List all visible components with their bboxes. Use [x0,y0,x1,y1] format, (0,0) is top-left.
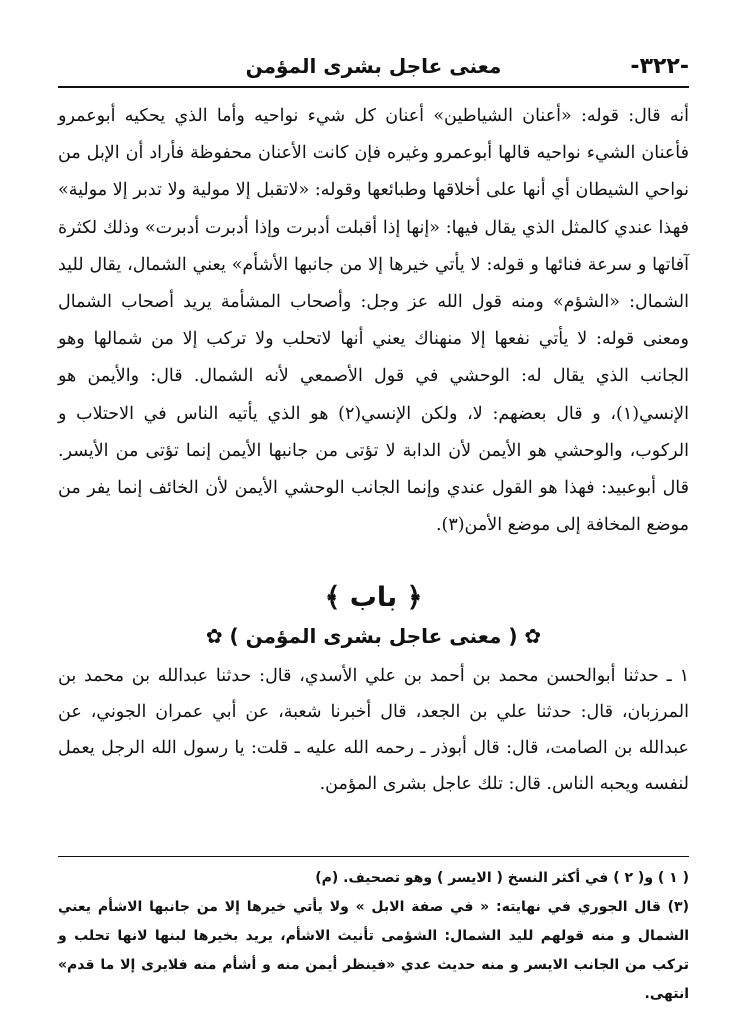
section-heading: ﴿ باب ﴾ [324,582,423,613]
hadith-text [58,658,689,802]
footnote: ( ١ ) و( ٢ ) في أكثر النسخ ( الايسر ) وهو تصحيف. (م) [315,870,689,886]
running-title: معنى عاجل بشرى المؤمن [245,54,502,78]
page-number: -٣٢٢- [630,54,689,79]
hadith-paragraph: ١ ـ حدثنا أبوالحسن محمد بن أحمد بن علي الأسدي، قال: حدثنا عبدالله بن محمد بن المرزبان، قال: حدثنا علي بن الجعد، قال أخبرنا شعبة، عن أبي عمران الجوني، عن عبدالله بن الصامت، قال: قال أبوذر ـ رحمه الله عليه ـ قلت: يا رسول الله الرجل يعمل لنفسه ويحبه الناس. قال: تلك عاجل بشرى المؤمن. [58,666,689,794]
footnote: (٣) قال الجوري في نهايته: « في صفة الابل » ولا يأتي خيرها إلا من جانبها الاشأم يعني الشمال و منه قولهم لليد الشمال: الشؤمى تأنيث الاشأم، يريد بخيرها لبنها لانها تحلب و تركب من الجانب الايسر و منه حديث عدي «فينظر أيمن منه و أشأم منه فلايرى إلا ما قدم» انتهى. [58,899,689,1002]
footnotes [58,864,689,1009]
main-text [58,98,689,544]
footnote-divider [58,856,689,857]
chapter-title: ✿ ( معنى عاجل بشرى المؤمن ) ✿ [205,624,542,648]
paragraph: أنه قال: قوله: «أعنان الشياطين» أعنان كل شيء نواحيه وأما الذي يحكيه أبوعمرو فأعنان الشيء نواحيه قالها أبوعمرو وغيره فإن كانت الأعنان محفوظة فأراد أن الإبل من نواحي الشيطان أي أنها على أخلاقها وطبائعها وقوله: «لاتقبل إلا مولية ولا تدبر إلا مولية» فهذا عندي كالمثل الذي يقال فيها: «إنها إذا أقبلت أدبرت وإذا أدبرت أدبرت» وذلك لكثرة آفاتها و سرعة فنائها و قوله: لا يأتي خيرها إلا من جانبها الأشأم» يعني الشمال، يقال لليد الشمال: «الشؤم» ومنه قول الله عز وجل: وأصحاب المشأمة يريد أصحاب الشمال ومعنى قوله: لا يأتي نفعها إلا منهناك يعني أنها لاتحلب ولا تركب إلا من شمالها وهو الجانب الذي يقال له: الوحشي في قول الأصمعي لأنه الشمال. قال: والأيمن هو الإنسي(١)، و قال بعضهم: لا، ولكن الإنسي(٢) هو الذي يأتيه الناس في الاحتلاب و الركوب، والوحشي هو الأيمن لأن الدابة لا تؤتى من جانبها الأيمن إنما تؤتى من الأيسر. قال أبوعبيد: فهذا هو القول عندي وإنما الجانب الوحشي الأيمن لأن الخائف إنما يفر من موضع المخافة إلى موضع الأمن(٣). [58,106,690,536]
page-header [58,50,689,88]
